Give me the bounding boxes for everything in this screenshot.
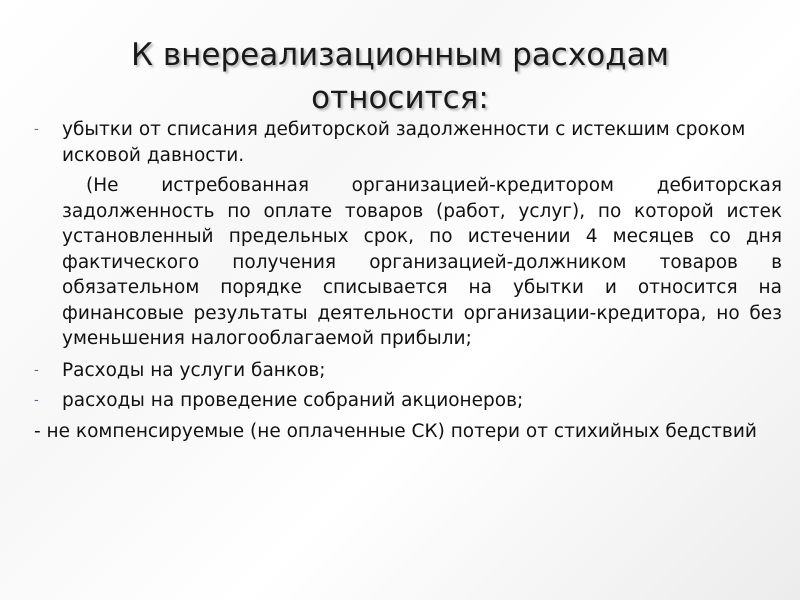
bullet-marker: - bbox=[34, 362, 39, 378]
list-item bbox=[34, 117, 782, 168]
list-item-text: расходы на проведение собраний акционеров; bbox=[62, 390, 524, 411]
slide-content bbox=[34, 117, 782, 444]
list-item: - не компенсируемые (не оплаченные СК) потери от стихийных бедствий bbox=[34, 420, 757, 442]
list-item bbox=[34, 358, 782, 384]
slide-title: К внереализационным расходам относится: bbox=[131, 37, 669, 116]
list-item-text: убытки от списания дебиторской задолженности с истекшим сроком исковой давности. bbox=[62, 119, 746, 166]
bullet-marker: - bbox=[34, 393, 39, 408]
explanation-paragraph: (Не истребованная организацией-кредитором дебиторская задолженность по оплате товаров (работ, услуг), по которой истек установленный предельных срок, по истечении 4 месяцев со дня фактического получения организацией-должником товаров в обязательном порядке списывается на убытки и относится на финансовые результаты деятельности организации-кредитора, но без уменьшения налогооблагаемой прибыли; bbox=[62, 175, 782, 349]
list-item bbox=[34, 388, 782, 414]
bullet-marker: - bbox=[34, 122, 39, 137]
list-item-text: Расходы на услуги банков; bbox=[62, 359, 326, 381]
